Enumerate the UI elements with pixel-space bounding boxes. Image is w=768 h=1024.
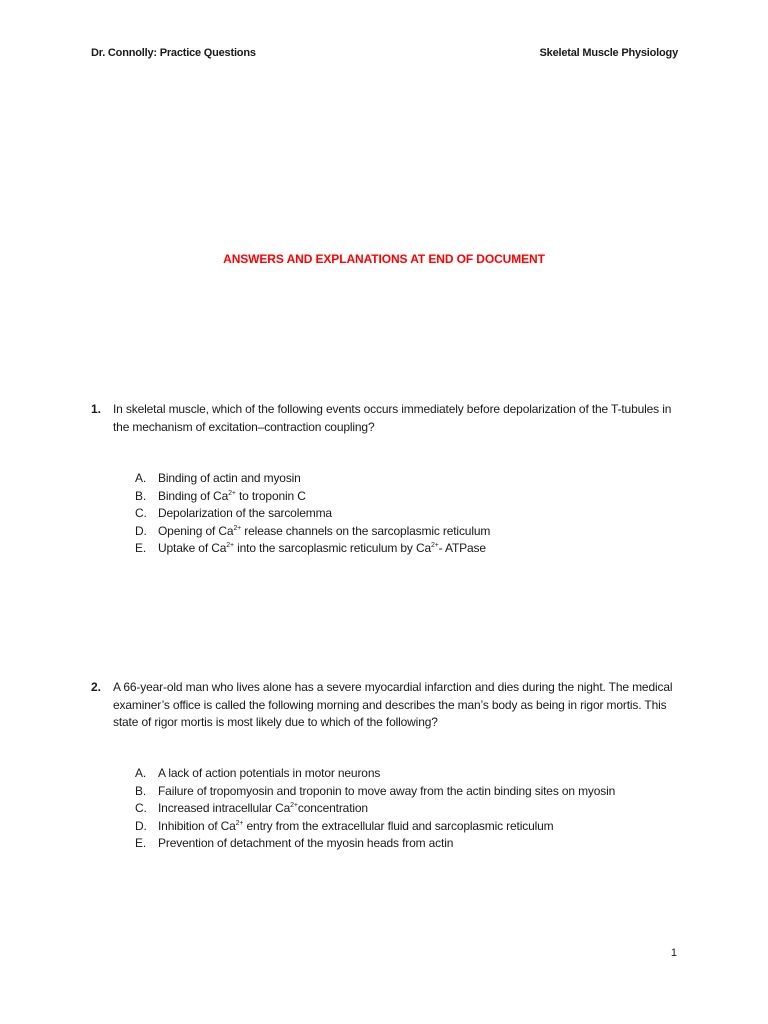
option-text: into the sarcoplasmic reticulum by Ca (233, 541, 431, 555)
option-letter: B. (135, 488, 147, 503)
option-text: to troponin C (235, 488, 306, 503)
option-b (135, 783, 615, 801)
option-text: release channels on the sarcoplasmic reticulum (241, 523, 491, 538)
question-1-options (135, 470, 490, 558)
option-b (135, 488, 490, 506)
option-text: Inhibition of Ca (158, 818, 236, 833)
answers-banner: ANSWERS AND EXPLANATIONS AT END OF DOCUMENT (223, 252, 545, 266)
superscript: 2+ (290, 802, 298, 809)
option-letter: C. (135, 506, 147, 520)
option-text: Binding of actin and myosin (158, 471, 301, 485)
option-letter: D. (135, 818, 147, 833)
question-2 (91, 679, 681, 732)
option-d (135, 818, 615, 836)
option-a (135, 470, 490, 488)
option-letter: D. (135, 523, 147, 538)
option-a (135, 765, 615, 783)
option-text: - ATPase (438, 541, 486, 555)
option-d (135, 523, 490, 541)
option-letter: E. (135, 836, 147, 850)
option-text: concentration (297, 801, 368, 815)
option-text: Increased intracellular Ca (158, 801, 291, 815)
question-text: A 66-year-old man who lives alone has a severe myocardial infarction and dies during the night. The medical examiner’s office is called the following morning and describes the man’s body as being in rigor mortis. This state of rigor mortis is most likely due to which of the following? (113, 680, 673, 729)
option-text: A lack of action potentials in motor neurons (158, 766, 381, 780)
superscript: 2+ (228, 489, 236, 497)
option-e (135, 835, 615, 853)
question-text: In skeletal muscle, which of the following events occurs immediately before depolarization of the T-tubules in the mechanism of excitation–contraction coupling? (113, 402, 672, 434)
option-letter: A. (135, 766, 147, 780)
option-letter: E. (135, 541, 147, 555)
option-text: Failure of tropomyosin and troponin to move away from the actin binding sites on myosin (158, 783, 616, 798)
header-left: Dr. Connolly: Practice Questions (91, 47, 256, 59)
option-letter: A. (135, 471, 147, 485)
option-text: Uptake of Ca (158, 541, 227, 555)
option-text: Opening of Ca (158, 523, 234, 538)
option-c (135, 505, 490, 523)
option-e (135, 540, 490, 558)
option-text: entry from the extracellular fluid and sarcoplasmic reticulum (243, 818, 554, 833)
superscript: 2+ (430, 542, 439, 549)
option-text: Prevention of detachment of the myosin heads from actin (158, 836, 454, 850)
superscript: 2+ (233, 524, 242, 532)
question-number: 2. (91, 680, 102, 694)
question-number: 1. (91, 402, 102, 416)
header-right: Skeletal Muscle Physiology (539, 47, 678, 59)
superscript: 2+ (235, 819, 244, 827)
option-text: Binding of Ca (158, 488, 229, 503)
option-letter: B. (135, 783, 147, 798)
option-letter: C. (135, 801, 147, 815)
question-2-options (135, 765, 615, 853)
option-text: Depolarization of the sarcolemma (158, 506, 332, 520)
question-1 (91, 401, 681, 436)
option-c (135, 800, 615, 818)
superscript: 2+ (226, 542, 234, 549)
page-number: 1 (670, 947, 677, 959)
